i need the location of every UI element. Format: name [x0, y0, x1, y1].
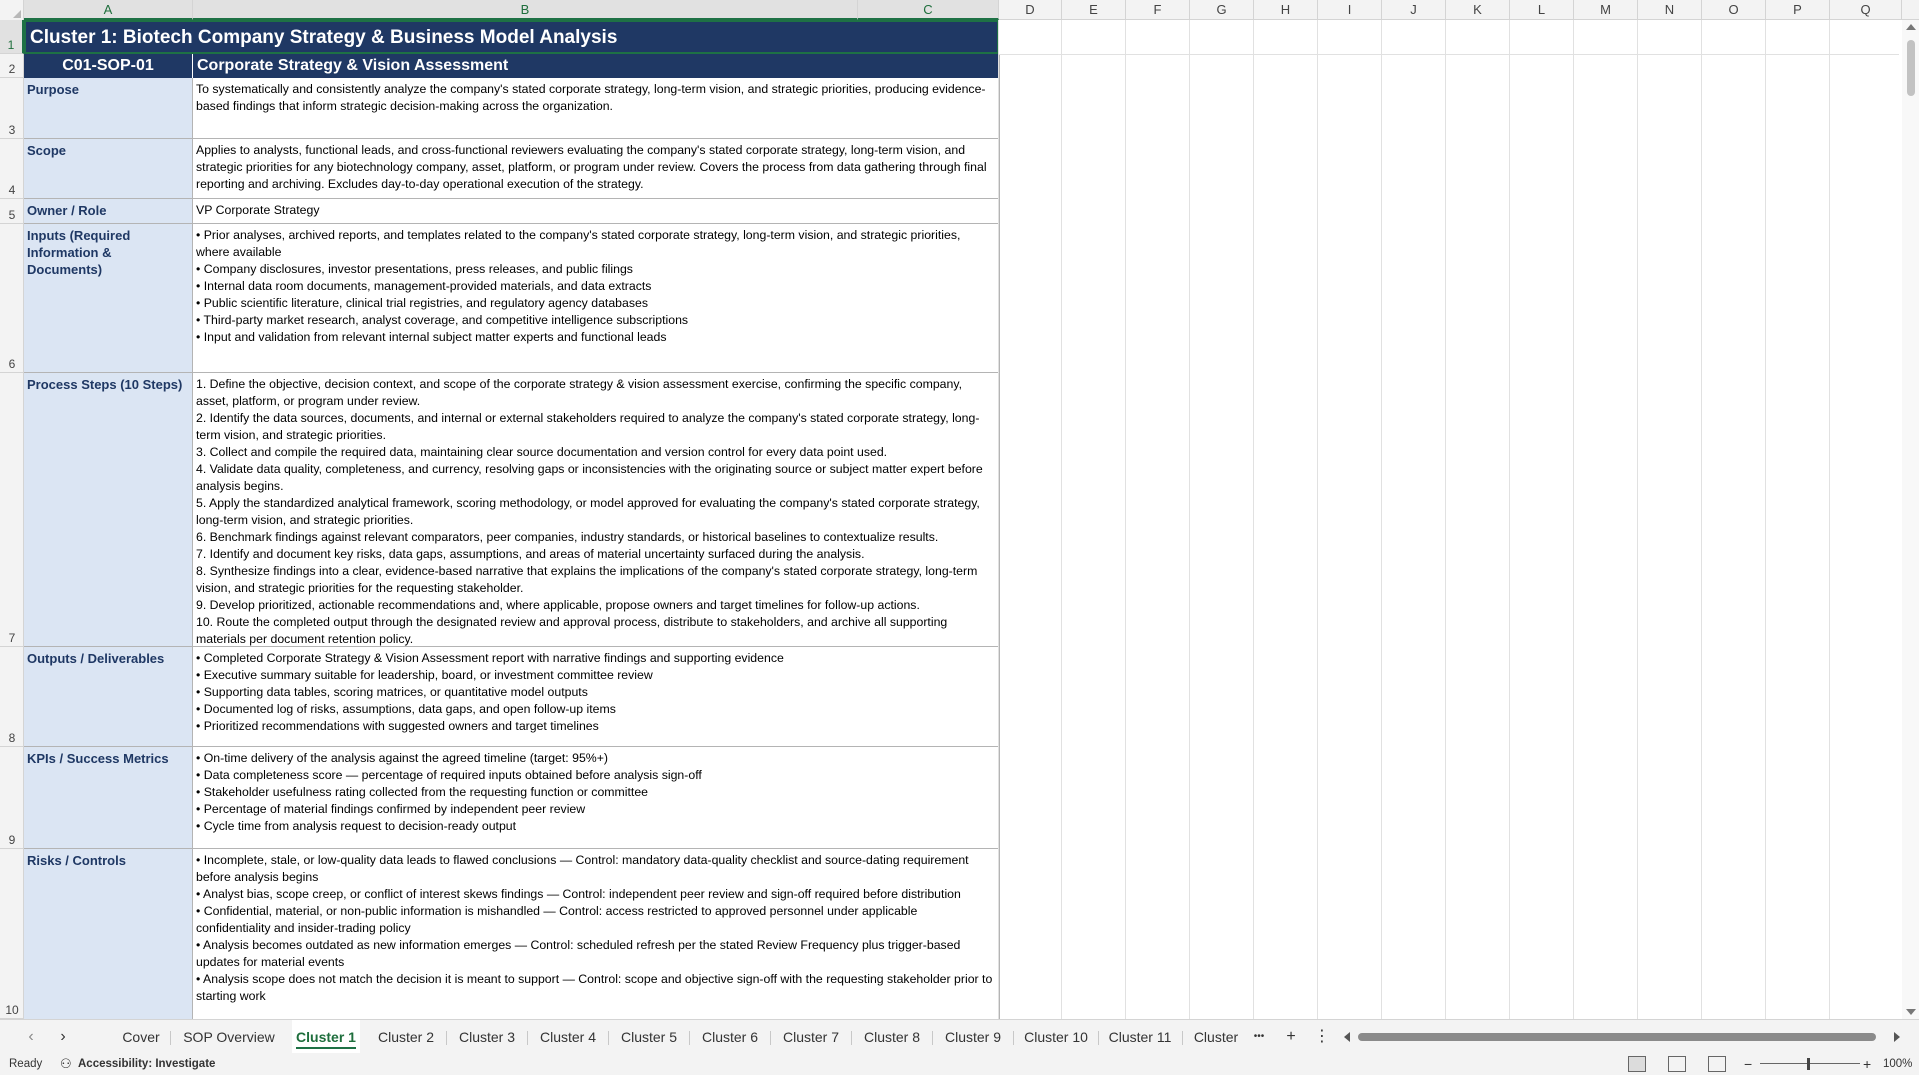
gridline	[1445, 20, 1446, 1019]
section-label[interactable]: Inputs (Required Information & Documents)	[24, 224, 193, 373]
sheet-tab[interactable]	[1104, 1020, 1176, 1054]
sheet-tab-label: Cluster	[1193, 1029, 1239, 1045]
gridline	[1125, 20, 1126, 1019]
section-content[interactable]: VP Corporate Strategy	[193, 199, 999, 224]
tab-separator	[527, 1031, 528, 1045]
normal-view-icon[interactable]	[1628, 1056, 1646, 1072]
page-break-preview-icon[interactable]	[1708, 1056, 1726, 1072]
column-header-c[interactable]: C	[858, 0, 999, 20]
sheet-tab[interactable]	[292, 1020, 360, 1054]
column-header-q[interactable]: Q	[1830, 0, 1902, 20]
sheet-tab-label: Cover	[122, 1029, 160, 1045]
section-content[interactable]: 1. Define the objective, decision context, and scope of the corporate strategy & vision assessment exercise, confirming the specific company, asset, platform, or program under review. 2. Identify the data sources, documents, and internal or external stakeholders required to analyze the company's stated corporate strategy, long-term vision, and strategic priorities. 3. Collect and compile the required data, maintaining clear source documentation and version control for every data point used. 4. Validate data quality, completeness, and currency, resolving gaps or inconsistencies with the originating source or subject matter expert before analysis begins. 5. Apply the standardized analytical framework, scoring methodology, or model approved for evaluating the company's stated corporate strategy, long-term vision, and strategic priorities. 6. Benchmark findings against relevant comparators, peer companies, industry standards, or historical baselines to contextualize results. 7. Identify and document key risks, data gaps, assumptions, and areas of material uncertainty surfaced during the analysis. 8. Synthesize findings into a clear, evidence-based narrative that explains the implications of the company's stated corporate strategy, long-term vision, and strategic priorities for the requesting stakeholder. 9. Develop prioritized, actionable recommendations and, where applicable, propose owners and target timelines for follow-up actions. 10. Route the completed output through the designated review and approval process, distribute to stakeholders, and archive all supporting materials per document retention policy.	[193, 373, 999, 647]
sheet-tab-label: Cluster 3	[458, 1029, 516, 1045]
sheet-title-cell[interactable]: Cluster 1: Biotech Company Strategy & Business Model Analysis	[24, 20, 999, 54]
horizontal-scroll-thumb[interactable]	[1358, 1033, 1876, 1041]
tab-separator	[1182, 1031, 1183, 1045]
sheet-tab[interactable]	[696, 1020, 764, 1054]
gridline	[1573, 20, 1574, 1019]
column-header-i[interactable]: I	[1318, 0, 1382, 20]
sheet-tab-label: SOP Overview	[183, 1029, 275, 1045]
table-right-border	[999, 54, 1000, 1019]
row-header-9[interactable]: 9	[0, 747, 24, 849]
column-header-a[interactable]: A	[24, 0, 193, 20]
zoom-level[interactable]: 100%	[1883, 1058, 1913, 1070]
worksheet-grid[interactable]	[24, 20, 1902, 1019]
sheet-tab-label: Cluster 1	[296, 1029, 356, 1049]
row-header-4[interactable]: 4	[0, 139, 24, 199]
section-content[interactable]: • Completed Corporate Strategy & Vision Assessment report with narrative findings and supporting evidence • Executive summary suitable for leadership, board, or investment committee review • Supporting data tables, scoring matrices, or quantitative model outputs • Documented log of risks, assumptions, data gaps, and open follow-up items • Prioritized recommendations with suggested owners and target timelines	[193, 647, 999, 747]
section-label[interactable]: Purpose	[24, 78, 193, 139]
row-header-8[interactable]: 8	[0, 647, 24, 747]
sop-id-cell[interactable]: C01-SOP-01	[24, 54, 193, 78]
column-header-g[interactable]: G	[1190, 0, 1254, 20]
select-all-corner[interactable]	[0, 0, 24, 20]
sheet-tab[interactable]	[939, 1020, 1007, 1054]
add-sheet-icon[interactable]: +	[1286, 1028, 1296, 1045]
gridline	[1189, 20, 1190, 1019]
sheet-tab-label: Cluster 6	[701, 1029, 759, 1045]
section-content[interactable]: • Prior analyses, archived reports, and templates related to the company's stated corporate strategy, long-term vision, and strategic priorities, where available • Company disclosures, investor presentations, press releases, and public filings • Internal data room documents, management-provided materials, and data extracts • Public scientific literature, clinical trial registries, and regulatory agency databases • Third-party market research, analyst coverage, and competitive intelligence subscriptions • Input and validation from relevant internal subject matter experts and functional leads	[193, 224, 999, 373]
sheet-tab[interactable]	[1020, 1020, 1092, 1054]
sheet-tab[interactable]	[178, 1020, 280, 1054]
sheet-tab-label: Cluster 2	[377, 1029, 435, 1045]
row-header-1[interactable]: 1	[0, 20, 24, 54]
scroll-right-icon[interactable]	[1894, 1032, 1900, 1042]
sheet-tab-bar	[0, 1019, 1919, 1053]
column-header-k[interactable]: K	[1446, 0, 1510, 20]
status-bar	[0, 1053, 1919, 1075]
gridline	[1317, 20, 1318, 1019]
section-label[interactable]: Owner / Role	[24, 199, 193, 224]
sheet-tab[interactable]	[1188, 1020, 1244, 1054]
tab-separator	[851, 1031, 852, 1045]
zoom-slider-thumb[interactable]	[1807, 1058, 1810, 1070]
section-content[interactable]: • Incomplete, stale, or low-quality data leads to flawed conclusions — Control: mandatory data-quality checklist and source-dating requirement before analysis begins • Analyst bias, scope creep, or conflict of interest skews findings — Control: independent peer review and sign-off required before distribution • Confidential, material, or non-public information is mishandled — Control: access restricted to approved personnel under applicable confidentiality and insider-trading policy • Analysis becomes outdated as new information emerges — Control: scheduled refresh per the stated Review Frequency plus trigger-based updates for material events • Analysis scope does not match the decision it is meant to support — Control: scope and objective sign-off with the requesting stakeholder prior to starting work	[193, 849, 999, 1019]
sheet-tab-label: Cluster 11	[1108, 1029, 1172, 1045]
gridline	[1637, 20, 1638, 1019]
tab-separator	[689, 1031, 690, 1045]
column-header-d[interactable]: D	[999, 0, 1062, 20]
row-header-6[interactable]: 6	[0, 224, 24, 373]
accessibility-status[interactable]: Accessibility: Investigate	[78, 1058, 216, 1070]
sheet-tab[interactable]	[534, 1020, 602, 1054]
sheet-options-icon[interactable]: ⋮	[1314, 1028, 1330, 1045]
gridline	[1253, 20, 1254, 1019]
section-content[interactable]: To systematically and consistently analyze the company's stated corporate strategy, long-term vision, and strategic priorities, producing evidence-based findings that inform strategic decision-making across the organization.	[193, 78, 999, 139]
gridline	[998, 20, 999, 1019]
sheet-tab[interactable]	[372, 1020, 440, 1054]
tab-next-icon[interactable]: ›	[60, 1028, 66, 1045]
section-content[interactable]: Applies to analysts, functional leads, and cross-functional reviewers evaluating the company's stated corporate strategy, long-term vision, and strategic priorities for any biotechnology company, asset, platform, or program under review. Covers the process from data gathering through final reporting and archiving. Excludes day-to-day operational execution of the strategy.	[193, 139, 999, 199]
sheet-tab-label: Cluster 7	[782, 1029, 840, 1045]
tab-separator	[770, 1031, 771, 1045]
gridline	[1061, 20, 1062, 1019]
accessibility-icon[interactable]: ⚇	[60, 1056, 72, 1071]
sheet-tab-label: Cluster 4	[539, 1029, 597, 1045]
tab-separator	[446, 1031, 447, 1045]
vertical-scroll-thumb[interactable]	[1907, 40, 1915, 96]
column-header-f[interactable]: F	[1126, 0, 1190, 20]
row-header-2[interactable]: 2	[0, 54, 24, 78]
zoom-out-icon[interactable]: −	[1744, 1056, 1753, 1072]
zoom-in-icon[interactable]: +	[1863, 1056, 1872, 1072]
scroll-left-icon[interactable]	[1344, 1032, 1350, 1042]
section-label[interactable]: Scope	[24, 139, 193, 199]
scroll-down-icon[interactable]	[1906, 1009, 1916, 1015]
gridline	[999, 54, 1899, 55]
gridline	[1765, 20, 1766, 1019]
gridline	[1829, 20, 1830, 1019]
section-content[interactable]: • On-time delivery of the analysis against the agreed timeline (target: 95%+) • Data completeness score — percentage of required inputs obtained before analysis sign-off • Stakeholder usefulness rating collected from the requesting function or committee • Percentage of material findings confirmed by independent peer review • Cycle time from analysis request to decision-ready output	[193, 747, 999, 849]
tab-separator	[1013, 1031, 1014, 1045]
sheet-tab-label: Cluster 5	[620, 1029, 678, 1045]
vertical-scrollbar[interactable]	[1902, 20, 1919, 1019]
column-header-h[interactable]: H	[1254, 0, 1318, 20]
gridline	[1381, 20, 1382, 1019]
sheet-tab[interactable]	[453, 1020, 521, 1054]
section-label[interactable]: Outputs / Deliverables	[24, 647, 193, 747]
section-label[interactable]: Process Steps (10 Steps)	[24, 373, 193, 647]
horizontal-scrollbar[interactable]	[1342, 1028, 1902, 1046]
gridline	[1701, 20, 1702, 1019]
sop-name-cell[interactable]: Corporate Strategy & Vision Assessment	[193, 54, 999, 78]
sheet-tab[interactable]	[777, 1020, 845, 1054]
column-header-o[interactable]: O	[1702, 0, 1766, 20]
tab-separator	[170, 1031, 171, 1045]
more-sheets-icon[interactable]: •••	[1253, 1031, 1265, 1042]
column-header-e[interactable]: E	[1062, 0, 1126, 20]
column-header-n[interactable]: N	[1638, 0, 1702, 20]
column-header-bar	[0, 0, 1919, 20]
tab-separator	[1098, 1031, 1099, 1045]
row-header-5[interactable]: 5	[0, 199, 24, 224]
status-ready: Ready	[9, 1058, 43, 1070]
tab-separator	[932, 1031, 933, 1045]
sheet-tab[interactable]	[615, 1020, 683, 1054]
column-header-j[interactable]: J	[1382, 0, 1446, 20]
sheet-tab[interactable]	[118, 1020, 164, 1054]
sheet-tab[interactable]	[858, 1020, 926, 1054]
sheet-tab-label: Cluster 9	[944, 1029, 1002, 1045]
sheet-tab-label: Cluster 10	[1024, 1029, 1088, 1045]
gridline	[1509, 20, 1510, 1019]
column-header-m[interactable]: M	[1574, 0, 1638, 20]
row-header-bar	[0, 20, 24, 1019]
column-header-b[interactable]: B	[193, 0, 858, 20]
page-layout-view-icon[interactable]	[1668, 1056, 1686, 1072]
column-header-p[interactable]: P	[1766, 0, 1830, 20]
row-header-3[interactable]: 3	[0, 78, 24, 139]
zoom-slider-track[interactable]	[1760, 1063, 1860, 1064]
scroll-up-icon[interactable]	[1906, 24, 1916, 30]
tab-prev-icon[interactable]: ‹	[28, 1028, 34, 1045]
column-header-l[interactable]: L	[1510, 0, 1574, 20]
tab-separator	[608, 1031, 609, 1045]
section-label[interactable]: KPIs / Success Metrics	[24, 747, 193, 849]
sheet-tab-label: Cluster 8	[863, 1029, 921, 1045]
row-header-7[interactable]: 7	[0, 373, 24, 647]
section-label[interactable]: Risks / Controls	[24, 849, 193, 1019]
row-header-10[interactable]: 10	[0, 849, 24, 1019]
